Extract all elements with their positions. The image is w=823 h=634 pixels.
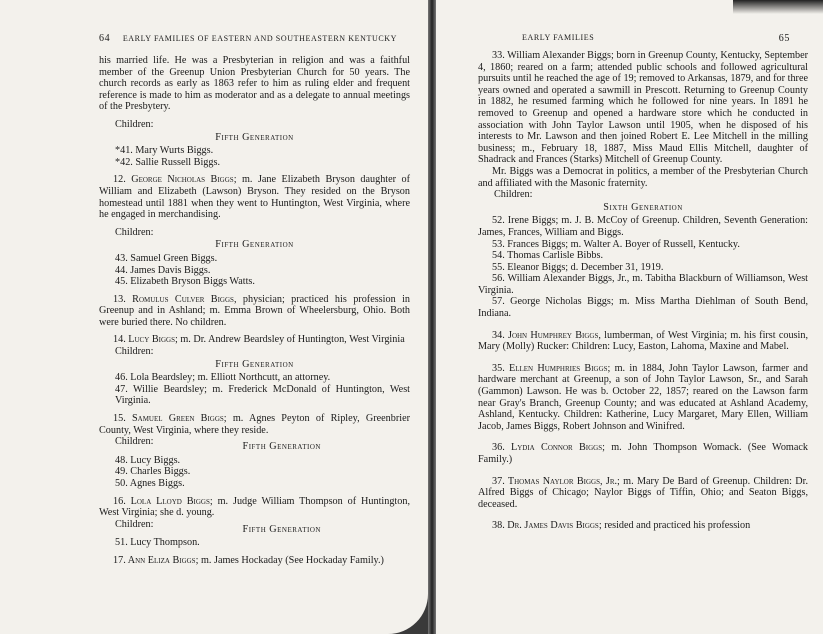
children-heading-row — [99, 519, 410, 538]
corner-shadow — [733, 0, 823, 14]
entry-34 — [478, 330, 808, 353]
children-heading-row — [99, 436, 410, 455]
entry-text: , physician; practiced his profession in Greenup and in Ashland; m. Emma Brown of Wheelersburg, Ohio. Both were buried there. No children. — [99, 293, 410, 328]
entry-33: 33. William Alexander Biggs; born in Greenup County, Kentucky, September 4, 1860; reared on a farm; attended public schools and followed agricultural pursuits until he reached the age of 19; removed to Arkansas, 1879, and for three years owned and operated a sawmill in Prescott. Returning to Greenup County in 1882, he resumed farming which he followed for nine years. In 1891 he removed to Greenup and opened a hardware store which he conducted in association with John Taylor Lawson until 1905, when he disposed of his interests to Mr. Lawson and then joined Robert E. Lee Mitchell in the milling business; m., February 18, 1887, Miss Maud Ellis Mitchell, daughter of Shadrack and Frances (Starks) Mitchell of Greenup County. — [478, 50, 808, 166]
entry-14 — [99, 334, 410, 346]
entry-17 — [99, 555, 410, 567]
child-55: 55. Eleanor Biggs; d. December 31, 1919. — [492, 261, 664, 273]
entry-text: ; m. in 1884, John Taylor Lawson, farmer and hardware merchant at Greenup, a son of John Taylor Lawson, Sr., and Sarah (Gammon) Lawson. He was b. October 22, 1857; reared on the Lawson farm near Gray's Branch, Greenup County; and was educated at Ashland Academy, Ashland, Kentucky. Children: Katherine, Lucy Margaret, Mary Ellen, William Jacob, James Biggs, Robert Johnson and Winifred. — [478, 362, 808, 432]
generation-heading: Fifth Generation — [242, 523, 321, 535]
child-53: 53. Frances Biggs; m. Walter A. Boyer of Russell, Kentucky. — [492, 238, 740, 250]
continuation-paragraph: his married life. He was a Presbyterian in religion and was a faithful member of the Greenup Union Presbyterian Church for 50 years. The church records as early as 1863 refer to him as ruling elder and frequent reference is made to him as moderator and as a delegate to annual meetings of the Presbytery. — [99, 55, 410, 113]
left-page-header — [99, 33, 397, 44]
left-running-head: EARLY FAMILIES OF EASTERN AND SOUTHEASTERN KENTUCKY — [122, 34, 398, 43]
list-item: 50. Agnes Biggs. — [115, 478, 185, 489]
entry-name: 35. Ellen Humphries Biggs — [492, 362, 608, 374]
list-item: *41. Mary Wurts Biggs. — [115, 145, 214, 157]
entry-33-politics: Mr. Biggs was a Democrat in politics, a member of the Presbyterian Church and affiliated with the Masonic fraternity. — [478, 165, 808, 189]
entry-name: 17. Ann Eliza Biggs — [113, 554, 196, 566]
entry-15 — [99, 413, 410, 436]
right-running-head: EARLY FAMILIES — [522, 33, 595, 42]
right-page-number: 65 — [778, 33, 790, 44]
left-page-content — [99, 55, 410, 573]
list-item: 44. James Davis Biggs. — [115, 264, 211, 276]
child-54: 54. Thomas Carlisle Bibbs. — [492, 250, 604, 262]
children-label: Children: — [115, 346, 154, 358]
entry-text: ; m. Jane Elizabeth Bryson daughter of William and Elizabeth (Lawson) Bryson. They resided on the Bryson homestead until 1881 when they went to Huntington, West Virginia, where he engaged in merchandising. — [99, 174, 410, 221]
children-list — [99, 253, 410, 288]
entry-text: , lumberman, of West Virginia; m. his first cousin, Mary (Molly) Rucker: Children: Lucy, Easton, Lahoma, Maxine and Mabel. — [478, 329, 808, 353]
children-list — [99, 372, 410, 407]
entry-name: 14. Lucy Biggs — [113, 334, 175, 346]
children-label: Children: — [494, 189, 533, 201]
entry-name: 13. Romulus Culver Biggs — [113, 293, 234, 305]
entry-name: 38. Dr. James Davis Biggs — [492, 520, 599, 532]
children-label: Children: — [115, 226, 154, 238]
list-item: 49. Charles Biggs. — [115, 466, 191, 478]
entry-name: 34. John Humphrey Biggs — [492, 329, 599, 341]
entry-38 — [478, 520, 808, 532]
entry-name: 16. Lola Lloyd Biggs — [113, 495, 210, 507]
entry-text: ; m. Mary De Bard of Greenup. Children: Dr. Alfred Biggs of Chicago; Naylor Biggs of Tiffin, Ohio; and Seaton Biggs, deceased. — [478, 475, 808, 510]
entry-16 — [99, 496, 410, 519]
entry-13 — [99, 294, 410, 329]
children-label: Children: — [115, 518, 154, 530]
entry-text: ; m. Dr. Andrew Beardsley of Huntington, West Virginia — [174, 334, 405, 346]
generation-heading: Fifth Generation — [242, 441, 321, 453]
right-page — [436, 0, 823, 634]
book-gutter — [428, 0, 436, 634]
list-item: 45. Elizabeth Bryson Biggs Watts. — [115, 276, 255, 288]
entry-name: 12. George Nicholas Biggs — [113, 174, 234, 186]
right-page-header — [522, 33, 790, 44]
children-list — [99, 537, 410, 549]
entry-12 — [99, 174, 410, 220]
entry-name: 15. Samuel Green Biggs — [113, 413, 224, 425]
children-label: Children: — [115, 436, 154, 448]
list-item: 47. Willie Beardsley; m. Frederick McDonald of Huntington, West Virginia. — [115, 383, 410, 407]
generation-heading: Fifth Generation — [215, 131, 294, 143]
children-list — [99, 455, 410, 490]
left-page-number: 64 — [99, 33, 111, 44]
entry-text: ; m. Judge William Thompson of Huntington, West Virginia; she d. young. — [99, 495, 410, 519]
entry-text: ; m. John Thompson Womack. (See Womack Family.) — [478, 442, 808, 465]
list-item: 51. Lucy Thompson. — [115, 537, 200, 549]
entry-36 — [478, 442, 808, 465]
list-item: 46. Lola Beardsley; m. Elliott Northcutt, an attorney. — [115, 372, 331, 384]
entry-text: ; m. James Hockaday (See Hockaday Family.) — [195, 554, 384, 566]
generation-heading: Fifth Generation — [215, 358, 294, 370]
children-list — [99, 145, 410, 168]
child-56: 56. William Alexander Biggs, Jr., m. Tabitha Blackburn of Williamson, West Virginia. — [478, 273, 808, 296]
child-52: 52. Irene Biggs; m. J. B. McCoy of Greenup. Children, Seventh Generation: James, Frances, William and Biggs. — [478, 215, 808, 238]
child-57: 57. George Nicholas Biggs; m. Miss Martha Diehlman of South Bend, Indiana. — [478, 296, 808, 320]
entry-name: 36. Lydia Connor Biggs — [492, 442, 603, 454]
entry-text: ; m. Agnes Peyton of Ripley, Greenbrier County, West Virginia, where they reside. — [99, 413, 410, 436]
entry-text: ; resided and practiced his profession — [598, 520, 751, 532]
list-item: 48. Lucy Biggs. — [115, 454, 181, 466]
generation-heading: Sixth Generation — [603, 201, 683, 213]
list-item: 43. Samuel Green Biggs. — [115, 252, 218, 264]
list-item: *42. Sallie Russell Biggs. — [115, 156, 220, 168]
entry-35 — [478, 363, 808, 433]
entry-37 — [478, 476, 808, 511]
right-page-content — [478, 50, 808, 538]
children-label: Children: — [115, 118, 154, 130]
entry-name: 37. Thomas Naylor Biggs, Jr. — [492, 475, 618, 487]
generation-heading: Fifth Generation — [215, 239, 294, 251]
